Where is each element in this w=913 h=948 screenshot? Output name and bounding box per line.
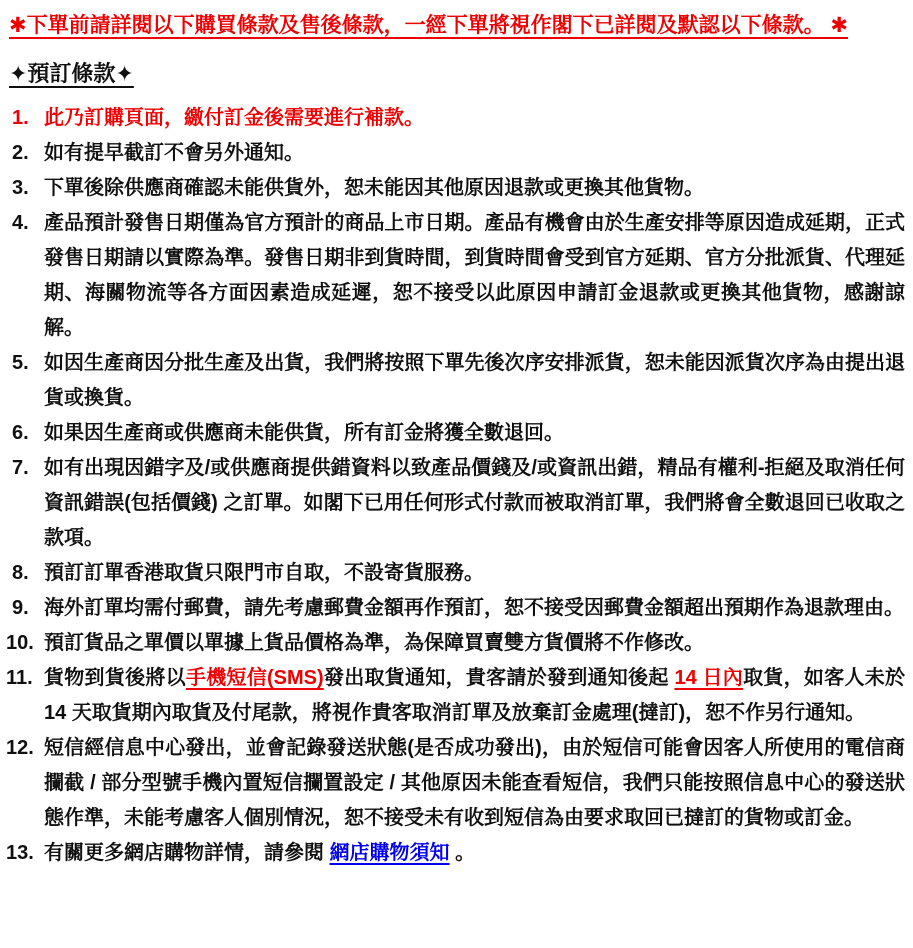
term-text-segment: 如有提早截訂不會另外通知。 bbox=[44, 142, 304, 164]
term-item bbox=[6, 591, 905, 626]
term-item bbox=[6, 416, 905, 451]
term-number: 11. bbox=[6, 667, 33, 689]
highlighted-term-phrase: 手機短信(SMS) bbox=[185, 667, 324, 689]
term-number: 4. bbox=[12, 212, 29, 234]
term-text-segment: 有關更多網店購物詳情，請參閱 bbox=[44, 842, 330, 864]
purchase-notice-banner bbox=[6, 10, 905, 42]
term-text-segment: 預訂訂單香港取貨只限門市自取，不設寄貨服務。 bbox=[44, 562, 484, 584]
term-text bbox=[44, 591, 905, 626]
term-text bbox=[44, 661, 905, 731]
term-text-segment: 如因生產商因分批生產及出貨，我們將按照下單先後次序安排派貨，恕未能因派貨次序為由提出退貨或換貨。 bbox=[44, 352, 905, 409]
term-text bbox=[44, 731, 905, 836]
term-text-segment: 如果因生產商或供應商未能供貨，所有訂金將獲全數退回。 bbox=[44, 422, 564, 444]
term-number: 10. bbox=[6, 632, 34, 654]
term-text-segment: 取貨，如客人未於 14 天取貨期內取貨及付尾款，將視作貴客取消訂單及放棄訂金處理(撻訂)，恕不作另行通知。 bbox=[44, 667, 905, 724]
term-text-segment: 海外訂單均需付郵費，請先考慮郵費金額再作預訂，恕不接受因郵費金額超出預期作為退款理由。 bbox=[44, 597, 904, 619]
term-item bbox=[6, 206, 905, 346]
term-number: 5. bbox=[12, 352, 29, 374]
terms-list bbox=[6, 101, 905, 871]
term-text bbox=[44, 346, 905, 416]
term-text bbox=[44, 416, 905, 451]
term-number: 8. bbox=[12, 562, 29, 584]
term-text bbox=[44, 626, 905, 661]
term-item bbox=[6, 171, 905, 206]
preorder-terms-heading bbox=[6, 58, 905, 90]
term-number: 13. bbox=[6, 842, 34, 864]
highlighted-term-phrase: 14 日內 bbox=[674, 667, 744, 689]
term-number: 6. bbox=[12, 422, 29, 444]
term-number: 12. bbox=[6, 737, 34, 759]
term-text bbox=[44, 206, 905, 346]
term-text bbox=[44, 171, 905, 206]
term-text-segment: 產品預計發售日期僅為官方預計的商品上市日期。產品有機會由於生產安排等原因造成延期，正式發售日期請以實際為準。發售日期非到貨時間，到貨時間會受到官方延期、官方分批派貨、代理延期、海關物流等各方面因素造成延遲，恕不接受以此原因申請訂金退款或更換其他貨物，感謝諒解。 bbox=[44, 212, 905, 339]
term-text-segment: 貨物到貨後將以 bbox=[44, 667, 186, 689]
term-text bbox=[44, 556, 905, 591]
term-number: 1. bbox=[12, 107, 29, 129]
term-text-segment: 預訂貨品之單價以單據上貨品價格為準，為保障買賣雙方貨價將不作修改。 bbox=[44, 632, 704, 654]
term-text-segment: 此乃訂購頁面，繳付訂金後需要進行補款。 bbox=[44, 107, 424, 129]
term-item bbox=[6, 731, 905, 836]
term-text bbox=[44, 451, 905, 556]
term-item bbox=[6, 626, 905, 661]
term-item bbox=[6, 451, 905, 556]
term-item bbox=[6, 556, 905, 591]
purchase-notice-text: ✱下單前請詳閱以下購買條款及售後條款，一經下單將視作閣下已詳閱及默認以下條款。 ✱ bbox=[9, 14, 849, 37]
term-number: 3. bbox=[12, 177, 29, 199]
term-item bbox=[6, 346, 905, 416]
term-text-segment: 。 bbox=[449, 842, 476, 864]
term-text-segment: 下單後除供應商確認未能供貨外，恕未能因其他原因退款或更換其他貨物。 bbox=[44, 177, 704, 199]
term-number: 9. bbox=[12, 597, 29, 619]
term-item bbox=[6, 836, 905, 871]
term-item bbox=[6, 136, 905, 171]
term-item bbox=[6, 661, 905, 731]
term-text bbox=[44, 136, 905, 171]
term-text-segment: 發出取貨通知，貴客請於發到通知後起 bbox=[323, 667, 675, 689]
term-number: 7. bbox=[12, 457, 29, 479]
term-text-segment: 如有出現因錯字及/或供應商提供錯資料以致產品價錢及/或資訊出錯，精品有權利-拒絕及取消任何資訊錯誤(包括價錢) 之訂單。如閣下已用任何形式付款而被取消訂單，我們將會全數退回已收取之款項。 bbox=[44, 457, 905, 549]
term-number: 2. bbox=[12, 142, 29, 164]
term-text-segment: 短信經信息中心發出，並會記錄發送狀態(是否成功發出)，由於短信可能會因客人所使用的電信商攔截 / 部分型號手機內置短信攔置設定 / 其他原因未能查看短信，我們只能按照信息中心的發送狀態作準，未能考慮客人個別情況，恕不接受未有收到短信為由要求取回已撻訂的貨物或訂金。 bbox=[44, 737, 905, 829]
shop-guide-link[interactable]: 網店購物須知 bbox=[329, 842, 450, 864]
term-text bbox=[44, 836, 905, 871]
preorder-terms-heading-text: ✦預訂條款✦ bbox=[9, 61, 134, 86]
term-item bbox=[6, 101, 905, 136]
term-text bbox=[44, 101, 905, 136]
